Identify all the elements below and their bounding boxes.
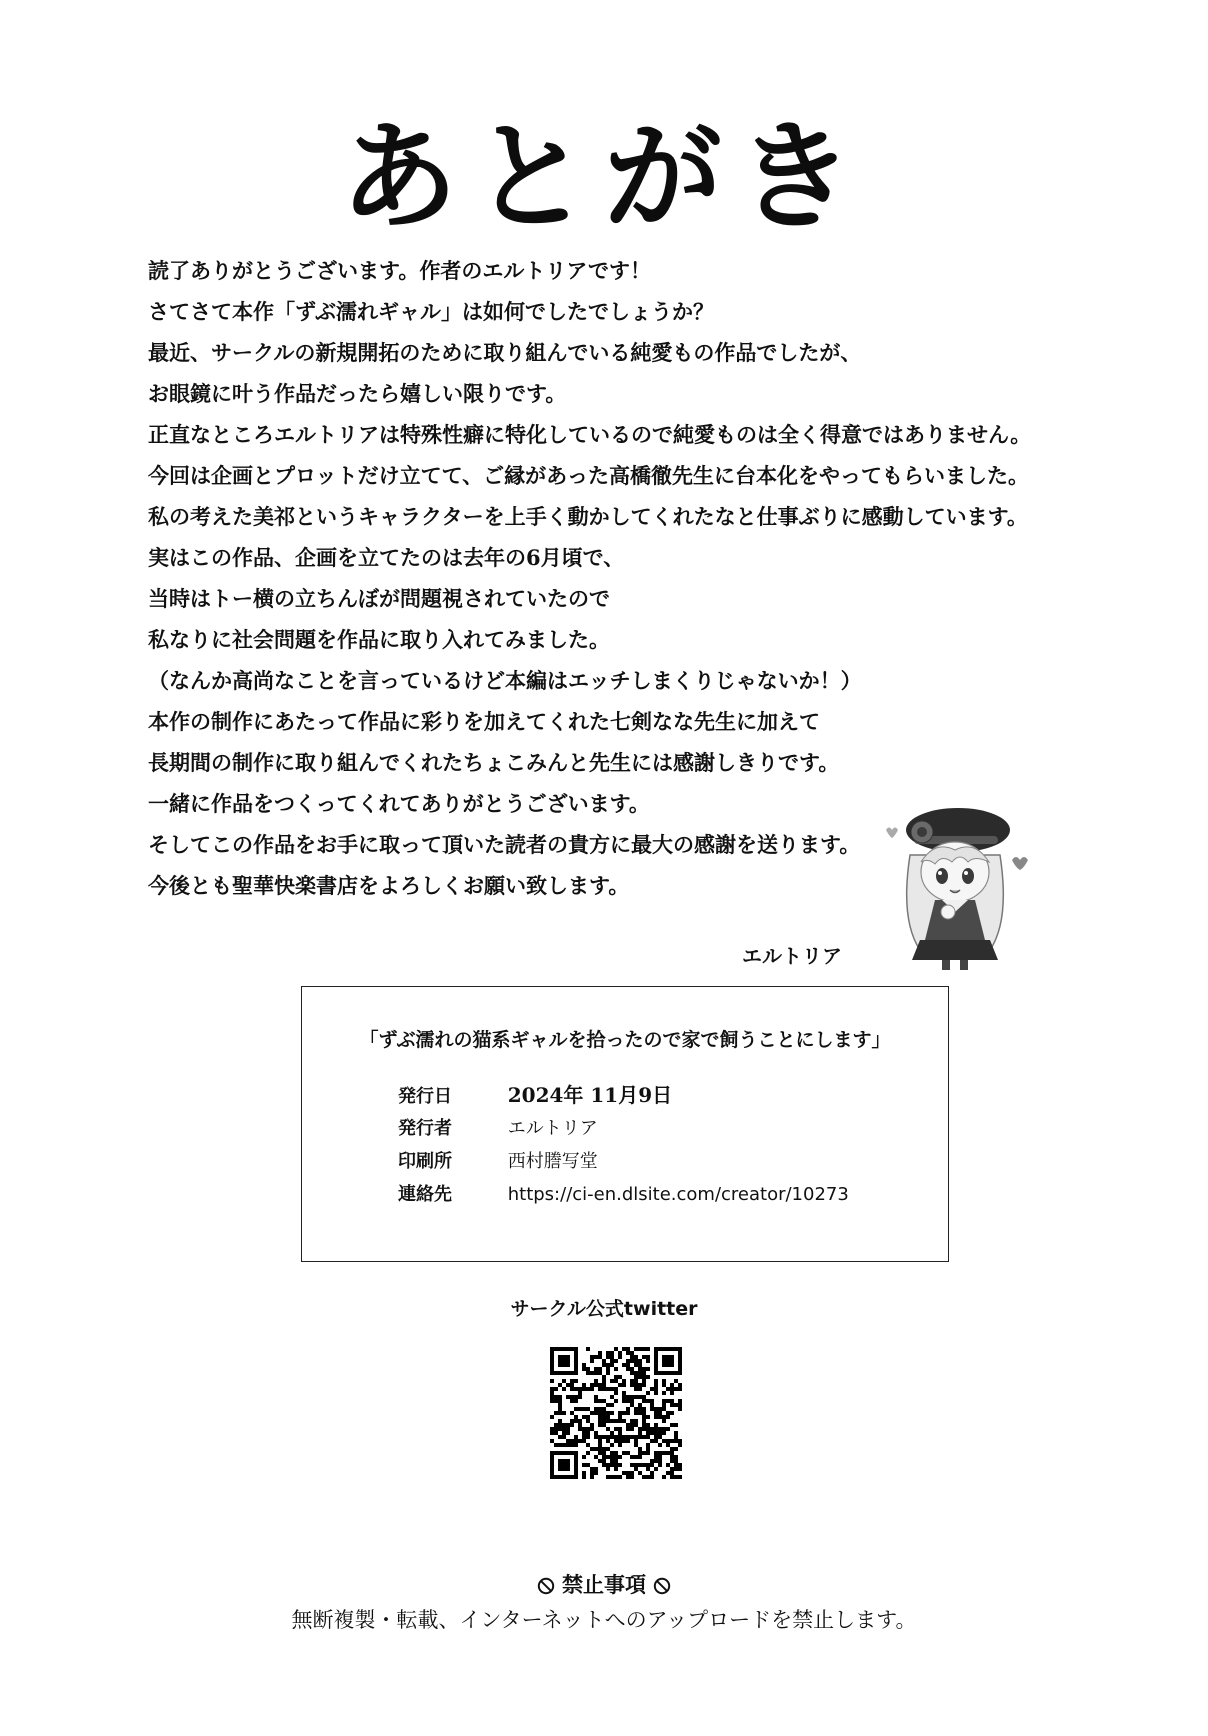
body-line: 長期間の制作に取り組んでくれたちょこみんと先生には感謝しきりです。	[148, 750, 840, 775]
colophon-box	[301, 986, 949, 1262]
body-line: 実はこの作品、企画を立てたのは去年の6月頃で、	[148, 545, 625, 570]
colophon-value: エルトリア	[507, 1118, 598, 1139]
colophon-value: 西村謄写堂	[507, 1151, 598, 1172]
body-line: 本作の制作にあたって作品に彩りを加えてくれた七剣なな先生に加えて	[148, 709, 820, 734]
colophon-row-printer	[398, 1145, 849, 1178]
body-line: そしてこの作品をお手に取って頂いた読者の貴方に最大の感謝を送ります。	[148, 832, 861, 857]
twitter-label: サークル公式twitter	[510, 1298, 698, 1320]
colophon-value: 2024年 11月9日	[507, 1083, 673, 1107]
colophon-key: 発行者	[398, 1118, 452, 1139]
body-line: 最近、サークルの新規開拓のために取り組んでいる純愛もの作品でしたが、	[148, 340, 862, 365]
colophon-key: 連絡先	[398, 1184, 452, 1205]
prohibited-icon	[653, 1577, 671, 1595]
colophon-row-publisher	[398, 1112, 849, 1145]
body-line: お眼鏡に叶う作品だったら嬉しい限りです。	[148, 381, 567, 406]
body-line: （なんか高尚なことを言っているけど本編はエッチしまくりじゃないか！）	[148, 668, 862, 693]
body-line: 私なりに社会問題を作品に取り入れてみました。	[148, 627, 610, 652]
colophon-row-contact	[398, 1178, 849, 1211]
body-line: 一緒に作品をつくってくれてありがとうございます。	[148, 791, 650, 816]
prohibition-text: 無断複製・転載、インターネットへのアップロードを禁止します。	[291, 1608, 917, 1632]
body-line: 今回は企画とプロットだけ立てて、ご縁があった高橋徹先生に台本化をやってもらいました。	[148, 463, 1029, 488]
body-line: 読了ありがとうございます。作者のエルトリアです！	[148, 258, 651, 283]
body-line: さてさて本作「ずぶ濡れギャル」は如何でしたでしょうか？	[148, 299, 714, 324]
colophon-key: 印刷所	[398, 1151, 452, 1172]
prohibition-heading-text: 禁止事項	[562, 1573, 646, 1597]
prohibition-heading	[0, 1569, 1208, 1599]
prohibited-icon	[537, 1577, 555, 1595]
body-line: 私の考えた美祁というキャラクターを上手く動かしてくれたなと仕事ぶりに感動しています。	[148, 504, 1028, 529]
work-title: 「ずぶ濡れの猫系ギャルを拾ったので家で飼うことにします」	[359, 1029, 891, 1051]
contact-url: https://ci-en.dlsite.com/creator/10273	[507, 1184, 849, 1205]
qr-code-icon	[550, 1347, 682, 1479]
body-line: 当時はトー横の立ちんぼが問題視されていたので	[148, 586, 610, 611]
colophon-row-date	[398, 1079, 849, 1112]
colophon-key: 発行日	[398, 1086, 452, 1107]
mascot-illustration	[880, 800, 1030, 970]
colophon-rows	[398, 1079, 849, 1211]
body-line: 正直なところエルトリアは特殊性癖に特化しているので純愛ものは全く得意ではありません。	[148, 422, 1032, 447]
body-line: 今後とも聖華快楽書店をよろしくお願い致します。	[148, 873, 630, 898]
page-title: あとがき	[339, 107, 868, 246]
author-signature: エルトリア	[742, 944, 842, 968]
